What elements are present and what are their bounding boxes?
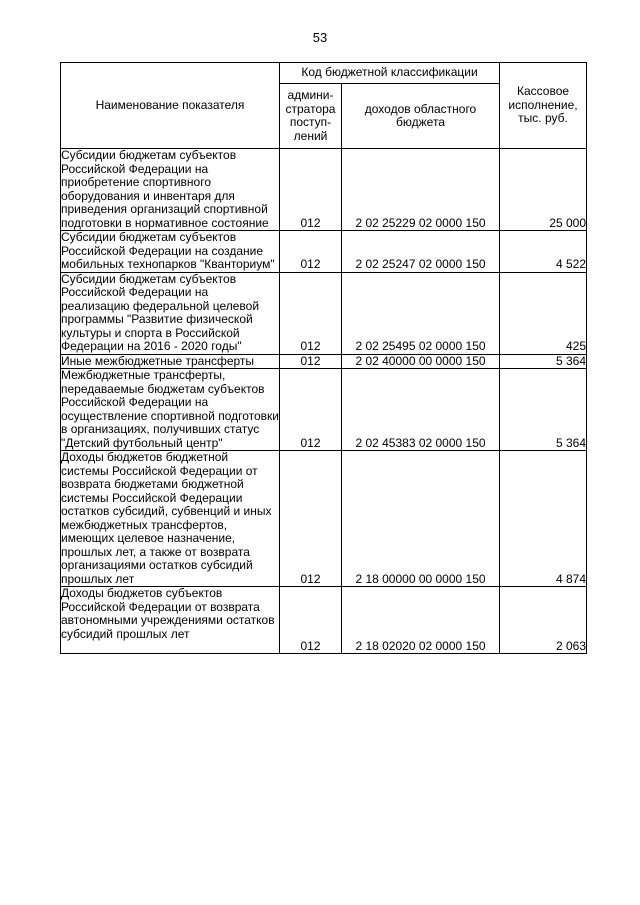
table-row	[61, 272, 587, 354]
row-admin-code: 012	[280, 587, 342, 654]
page-number: 53	[312, 30, 328, 45]
table-row	[61, 369, 587, 451]
row-amount: 5 364	[500, 369, 587, 451]
row-name-text: Доходы бюджетов субъектов Российской Федерации от возврата автономными учреждениями остатков субсидий прошлых лет	[61, 587, 275, 641]
row-revenue-code: 2 02 45383 02 0000 150	[342, 369, 500, 451]
row-amount: 2 063	[500, 587, 587, 654]
row-admin-code: 012	[280, 272, 342, 354]
table-row	[61, 231, 587, 273]
row-name: Доходы бюджетов бюджетной системы Российской Федерации от возврата бюджетами бюджетной системы Российской Федерации остатков субсидий, субвенций и иных межбюджетных трансфертов, имеющих целевое назначение, прошлых лет, а также от возврата организациями остатков субсидий прошлых лет	[61, 451, 280, 587]
row-admin-code: 012	[280, 369, 342, 451]
header-revenue-code: доходов областного бюджета	[342, 84, 500, 149]
row-amount: 4 522	[500, 231, 587, 273]
row-admin-code: 012	[280, 149, 342, 231]
table-row	[61, 149, 587, 231]
header-administrator: админи-стратора поступ-лений	[280, 84, 342, 149]
row-amount: 425	[500, 272, 587, 354]
table-row	[61, 354, 587, 369]
row-name: Субсидии бюджетам субъектов Российской Федерации на создание мобильных технопарков "Кванториум"	[61, 231, 280, 273]
row-admin-code: 012	[280, 451, 342, 587]
row-name: Субсидии бюджетам субъектов Российской Федерации на реализацию федеральной целевой программы "Развитие физической культуры и спорта в Российской Федерации на 2016 - 2020 годы"	[61, 272, 280, 354]
header-indicator-name: Наименование показателя	[61, 63, 280, 149]
row-revenue-code: 2 02 40000 00 0000 150	[342, 354, 500, 369]
row-name: Межбюджетные трансферты, передаваемые бюджетам субъектов Российской Федерации на осуществление спортивной подготовки в организациях, получивших статус "Детский футбольный центр"	[61, 368, 279, 450]
row-amount: 5 364	[500, 354, 587, 369]
row-revenue-code: 2 02 25495 02 0000 150	[342, 272, 500, 354]
row-name	[61, 587, 280, 654]
row-revenue-code: 2 02 25247 02 0000 150	[342, 231, 500, 273]
row-amount: 25 000	[500, 149, 587, 231]
page-bottom-margin	[0, 806, 640, 905]
row-revenue-code: 2 18 00000 00 0000 150	[342, 451, 500, 587]
table-row	[61, 587, 587, 654]
row-admin-code: 012	[280, 231, 342, 273]
row-name: Иные межбюджетные трансферты	[61, 354, 280, 369]
row-revenue-code: 2 18 02020 02 0000 150	[342, 587, 500, 654]
row-name: Субсидии бюджетам субъектов Российской Федерации на приобретение спортивного оборудования и инвентаря для приведения организаций спортивной подготовки в нормативное состояние	[61, 149, 280, 231]
row-admin-code: 012	[280, 354, 342, 369]
row-amount: 4 874	[500, 451, 587, 587]
header-classification-code: Код бюджетной классификации	[280, 63, 500, 84]
header-cash-execution: Кассовое исполнение, тыс. руб.	[500, 63, 587, 149]
row-revenue-code: 2 02 25229 02 0000 150	[342, 149, 500, 231]
table-row	[61, 451, 587, 587]
budget-revenue-table	[60, 62, 587, 654]
